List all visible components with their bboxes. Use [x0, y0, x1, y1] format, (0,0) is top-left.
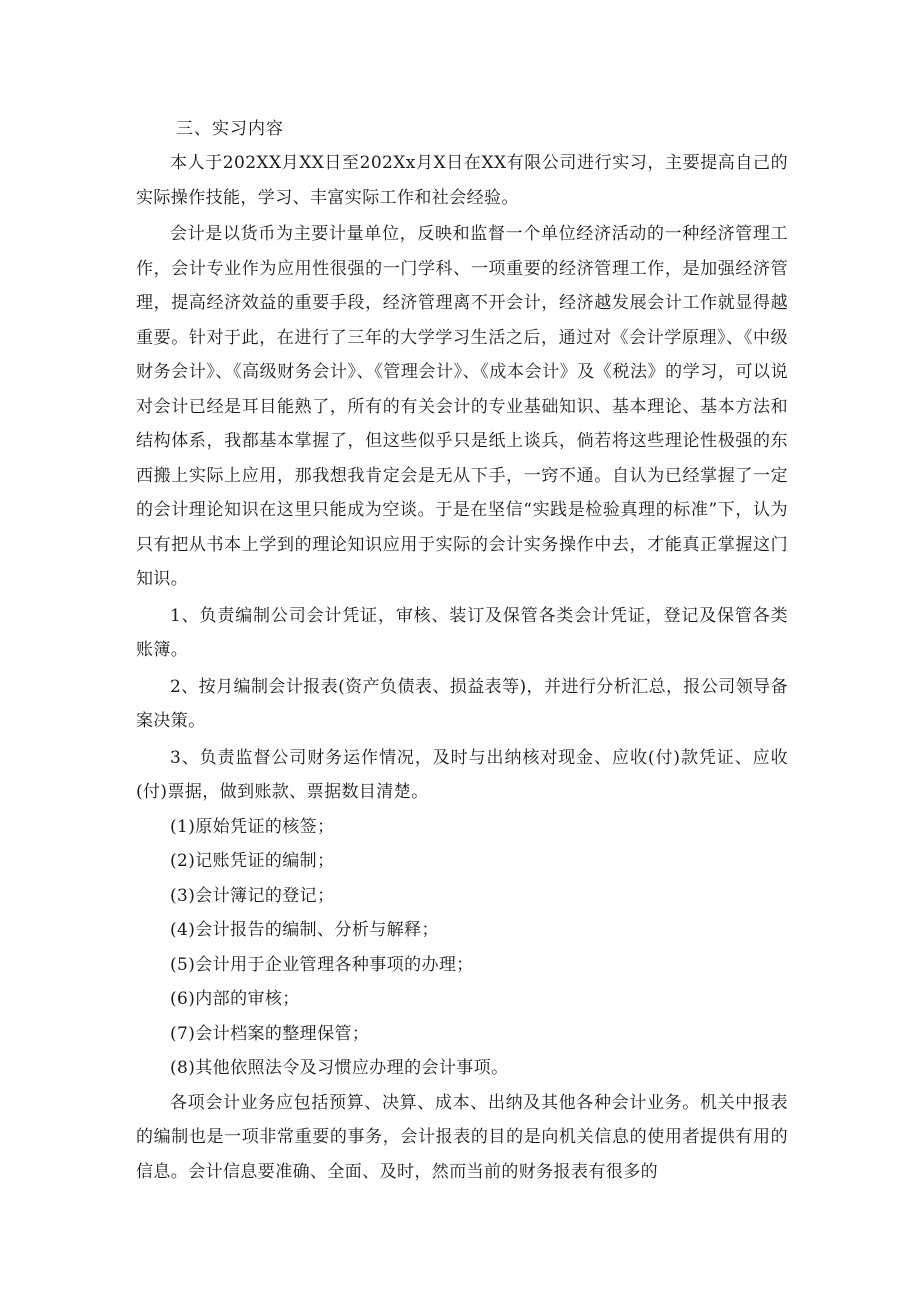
- list-item: (5)会计用于企业管理各种事项的办理；: [170, 954, 474, 975]
- paragraph-closing: 各项会计业务应包括预算、决算、成本、出纳及其他各种会计业务。机关中报表的编制也是一项非常重要的事务，会计报表的目的是向机关信息的使用者提供有用的信息。会计信息要准确、全面、及时，然而当前的财务报表有很多的: [136, 1092, 788, 1182]
- paragraph-intro: 本人于202XX月XX日至202Xx月X日在XX有限公司进行实习，主要提高自己的实际操作技能，学习、丰富实际工作和社会经验。: [136, 153, 788, 208]
- duty-list: [136, 810, 788, 1086]
- list-item: (2)记账凭证的编制；: [170, 851, 335, 871]
- list-item: (1)原始凭证的核签；: [170, 816, 335, 837]
- list-item: (7)会计档案的整理保管；: [170, 1023, 370, 1044]
- list-item: (8)其他依照法令及习惯应办理的会计事项。: [170, 1058, 509, 1078]
- document-body: [136, 112, 788, 1189]
- paragraph-duty-1: 1、负责编制公司会计凭证，审核、装订及保管各类会计凭证，登记及保管各类账簿。: [136, 605, 788, 660]
- list-item: (3)会计簿记的登记；: [170, 885, 335, 906]
- paragraph-accounting: 会计是以货币为主要计量单位，反映和监督一个单位经济活动的一种经济管理工作，会计专业作为应用性很强的一门学科、一项重要的经济管理工作，是加强经济管理，提高经济效益的重要手段，经济管理离不开会计，经济越发展会计工作就显得越重要。针对于此，在进行了三年的大学学习生活之后，通过对《会计学原理》、《中级财务会计》、《高级财务会计》、《管理会计》、《成本会计》及《税法》的学习，可以说对会计已经是耳目能熟了，所有的有关会计的专业基础知识、基本理论、基本方法和结构体系，我都基本掌握了，但这些似乎只是纸上谈兵，倘若将这些理论性极强的东西搬上实际上应用，那我想我肯定会是无从下手，一窍不通。自认为已经掌握了一定的会计理论知识在这里只能成为空谈。于是在坚信“实践是检验真理的标准”下，认为只有把从书本上学到的理论知识应用于实际的会计实务操作中去，才能真正掌握这门知识。: [136, 224, 788, 589]
- list-item: (6)内部的审核；: [170, 989, 300, 1009]
- paragraph-duty-3: 3、负责监督公司财务运作情况，及时与出纳核对现金、应收(付)款凭证、应收(付)票据，做到账款、票据数目清楚。: [136, 747, 788, 802]
- section-heading: 三、实习内容: [176, 119, 284, 139]
- paragraph-duty-2: 2、按月编制会计报表(资产负债表、损益表等)，并进行分析汇总，报公司领导备案决策。: [136, 676, 788, 731]
- list-item: (4)会计报告的编制、分析与解释；: [170, 920, 439, 940]
